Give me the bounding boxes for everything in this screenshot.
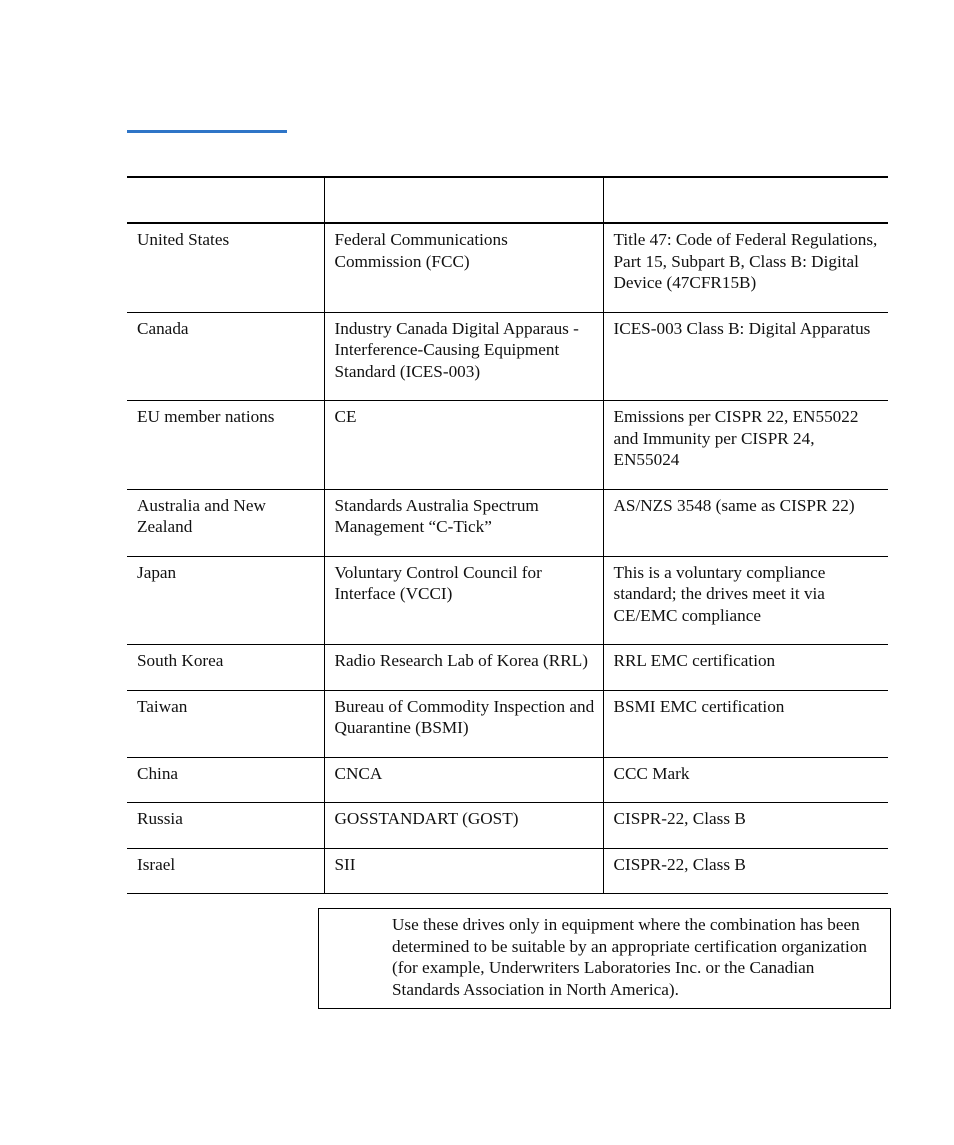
agency-cell: CNCA [324,757,603,803]
table-row [127,312,888,401]
country-cell: Canada [127,312,324,401]
table-row [127,489,888,556]
table-row [127,690,888,757]
table-row [127,556,888,645]
regulatory-table-container [127,176,888,894]
country-cell: China [127,757,324,803]
country-cell: Taiwan [127,690,324,757]
table-row [127,803,888,849]
table-header-row [127,177,888,223]
regulatory-table [127,176,888,894]
standard-cell: Emissions per CISPR 22, EN55022 and Immunity per CISPR 24, EN55024 [603,401,888,490]
agency-cell: Industry Canada Digital Apparaus - Interference-Causing Equipment Standard (ICES-003) [324,312,603,401]
agency-cell: Radio Research Lab of Korea (RRL) [324,645,603,691]
standard-cell: Title 47: Code of Federal Regulations, Part 15, Subpart B, Class B: Digital Device (47CFR15B) [603,223,888,312]
table-row [127,757,888,803]
standard-cell: AS/NZS 3548 (same as CISPR 22) [603,489,888,556]
header-country [127,177,324,223]
standard-cell: RRL EMC certification [603,645,888,691]
agency-cell: Bureau of Commodity Inspection and Quarantine (BSMI) [324,690,603,757]
table-row [127,223,888,312]
section-accent-rule [127,130,287,133]
agency-cell: Voluntary Control Council for Interface (VCCI) [324,556,603,645]
standard-cell: BSMI EMC certification [603,690,888,757]
table-row [127,401,888,490]
agency-cell: SII [324,848,603,894]
country-cell: Australia and New Zealand [127,489,324,556]
header-agency [324,177,603,223]
country-cell: South Korea [127,645,324,691]
country-cell: United States [127,223,324,312]
agency-cell: GOSSTANDART (GOST) [324,803,603,849]
standard-cell: This is a voluntary compliance standard; the drives meet it via CE/EMC compliance [603,556,888,645]
certification-note [318,908,891,1009]
agency-cell: Federal Communications Commission (FCC) [324,223,603,312]
table-body [127,223,888,894]
country-cell: Russia [127,803,324,849]
country-cell: Israel [127,848,324,894]
standard-cell: ICES-003 Class B: Digital Apparatus [603,312,888,401]
table-row [127,645,888,691]
standard-cell: CISPR-22, Class B [603,803,888,849]
country-cell: EU member nations [127,401,324,490]
header-standard [603,177,888,223]
standard-cell: CISPR-22, Class B [603,848,888,894]
note-text: Use these drives only in equipment where the combination has been determined to be suitable by an appropriate certification organization (for example, Underwriters Laboratories Inc. or the Canadian Standards Association in North America). [392,915,868,999]
agency-cell: CE [324,401,603,490]
agency-cell: Standards Australia Spectrum Management “C-Tick” [324,489,603,556]
standard-cell: CCC Mark [603,757,888,803]
table-row [127,848,888,894]
country-cell: Japan [127,556,324,645]
